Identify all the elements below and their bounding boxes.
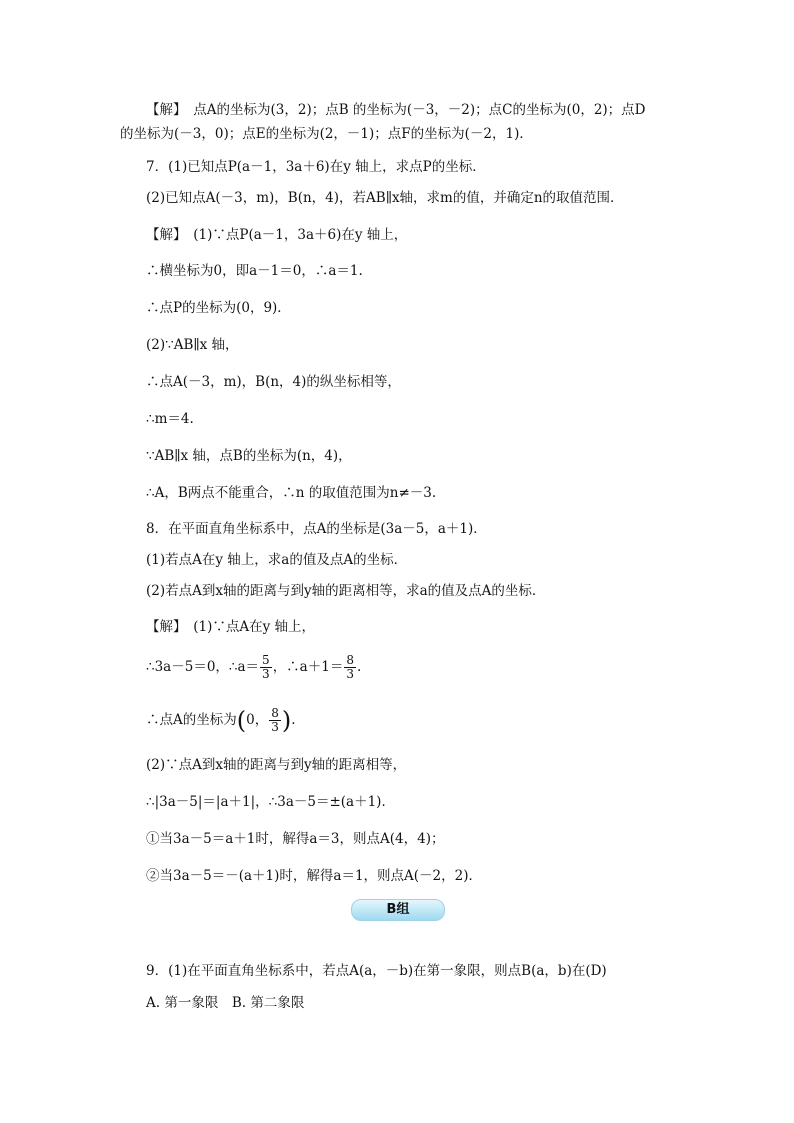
solution-8-fraction-line xyxy=(146,652,361,682)
solution-8-case2: ②当3a－5＝－(a＋1)时，解得a＝1，则点A(－2，2)． xyxy=(146,868,482,884)
section-badge-b: B组 xyxy=(351,899,445,921)
solution-8-text: . xyxy=(291,712,296,728)
solution-7-line5: ∴点A(－3，m)，B(n，4)的纵坐标相等， xyxy=(146,374,401,390)
solution-8-line3: (2)∵点A到x轴的距离与到y轴的距离相等， xyxy=(146,757,407,773)
answer-q6-line1: 【解】 点A的坐标为(3，2)；点B 的坐标为(－3，－2)；点C的坐标为(0，2)；点D xyxy=(146,102,646,118)
solution-7-line1: 【解】 (1)∵点P(a－1，3a＋6)在y 轴上， xyxy=(146,227,408,243)
solution-7-line7: ∵AB∥x 轴，点B的坐标为(n，4)， xyxy=(146,448,352,464)
question-9-options: A. 第一象限 B. 第二象限 xyxy=(146,995,305,1011)
solution-7-line3: ∴点P的坐标为(0，9)． xyxy=(146,300,291,316)
solution-8-line1: 【解】 (1)∵点A在y 轴上， xyxy=(146,619,316,635)
fraction-eight-thirds xyxy=(344,654,356,681)
right-paren: ) xyxy=(281,706,292,735)
solution-8-text: 0， xyxy=(246,712,269,728)
solution-8-text: ，∴a＋1＝ xyxy=(272,659,344,675)
question-8-part1: (1)若点A在y 轴上，求a的值及点A的坐标． xyxy=(146,552,408,568)
question-8-part2: (2)若点A到x轴的距离与到y轴的距离相等，求a的值及点A的坐标． xyxy=(146,583,546,599)
question-7-part2: (2)已知点A(－3，m)，B(n，4)，若AB∥x轴，求m的值，并确定n的取值范围． xyxy=(146,190,624,206)
fraction-denominator: 3 xyxy=(262,667,270,681)
solution-8-text: . xyxy=(356,659,362,675)
solution-7-line2: ∴横坐标为0，即a－1＝0，∴a＝1. xyxy=(146,263,363,279)
fraction-five-thirds xyxy=(260,654,272,681)
solution-7-line4: (2)∵AB∥x 轴， xyxy=(146,337,239,353)
answer-q6-line2: 的坐标为(－3，0)；点E的坐标为(2，－1)；点F的坐标为(－2，1)． xyxy=(120,126,533,142)
question-8-stem: 8．在平面直角坐标系中，点A的坐标是(3a－5，a＋1)． xyxy=(146,521,487,537)
fraction-eight-thirds xyxy=(269,707,281,734)
question-9-stem: 9．(1)在平面直角坐标系中，若点A(a，－b)在第一象限，则点B(a，b)在(D) xyxy=(146,963,607,979)
fraction-numerator: 8 xyxy=(346,653,354,667)
solution-8-coordinate-line xyxy=(146,705,296,735)
question-7-part1: 7．(1)已知点P(a－1，3a＋6)在y 轴上，求点P的坐标． xyxy=(146,159,486,175)
left-paren: ( xyxy=(236,706,247,735)
solution-7-line6: ∴m＝4. xyxy=(146,411,194,427)
solution-8-line4: ∴|3a－5|＝|a＋1|，∴3a－5＝±(a＋1)． xyxy=(146,794,395,810)
solution-7-line8: ∴A，B两点不能重合，∴n 的取值范围为n≠－3. xyxy=(146,485,437,501)
fraction-numerator: 5 xyxy=(262,653,270,667)
solution-8-text: ∴3a－5＝0，∴a＝ xyxy=(146,659,260,675)
solution-8-case1: ①当3a－5＝a＋1时，解得a＝3，则点A(4，4)； xyxy=(146,831,445,847)
fraction-denominator: 3 xyxy=(271,720,279,734)
solution-8-text: ∴点A的坐标为 xyxy=(146,712,237,728)
fraction-numerator: 8 xyxy=(271,706,279,720)
fraction-denominator: 3 xyxy=(346,667,354,681)
